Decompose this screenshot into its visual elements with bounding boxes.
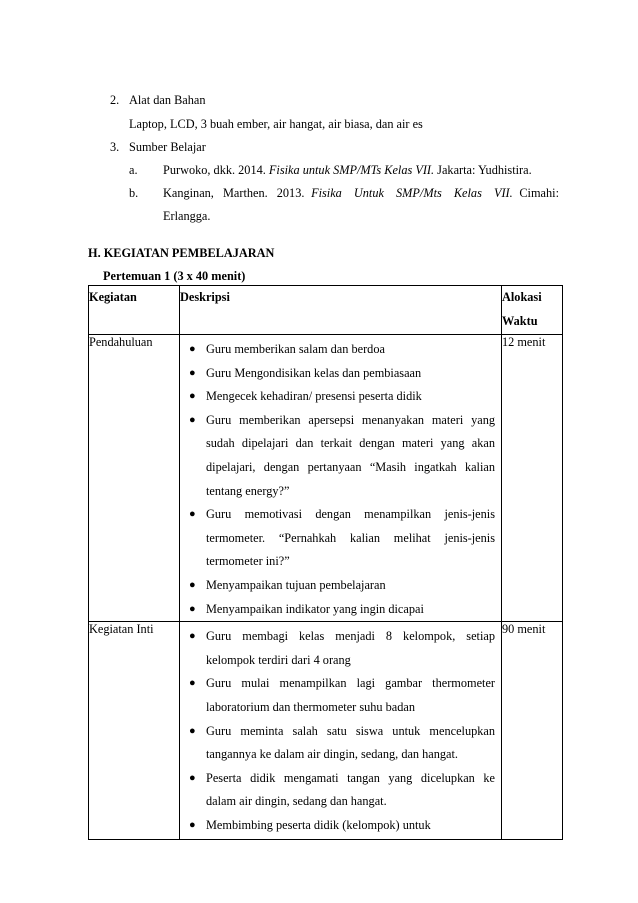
list-item: ● Menyampaikan indikator yang ingin dicapai: [188, 598, 495, 622]
ref-b-publisher-2: Erlangga.: [163, 209, 211, 223]
row-kegiatan-inti: Kegiatan Inti: [89, 622, 180, 840]
list-item: ● Guru Mengondisikan kelas dan pembiasaan: [188, 362, 495, 386]
list-item: ● Guru memberikan salam dan berdoa: [188, 338, 495, 362]
list-item: ● Guru mulai menampilkan lagi gambar thermometer laboratorium dan thermometer suhu badan: [188, 672, 495, 719]
bullet-dot-icon: ●: [189, 818, 196, 831]
ref-b: [163, 186, 559, 201]
item-number-3: 3.: [110, 140, 120, 154]
item-title-sumber: Sumber Belajar: [129, 140, 206, 154]
header-deskripsi: Deskripsi: [180, 286, 502, 335]
bullet-dot-icon: ●: [189, 366, 196, 379]
row-deskripsi-inti: [180, 622, 502, 840]
bullet-dot-icon: ●: [189, 677, 196, 690]
row-kegiatan-pendahuluan: Pendahuluan: [89, 335, 180, 622]
header-alokasi-line1: Alokasi: [502, 290, 542, 304]
ref-letter-a: a.: [129, 163, 138, 177]
ref-b-authors: Kanginan, Marthen. 2013.: [163, 186, 305, 200]
section-title: H. KEGIATAN PEMBELAJARAN: [88, 246, 275, 260]
bullet-dot-icon: ●: [189, 602, 196, 615]
item-number-2: 2.: [110, 93, 120, 107]
bullet-dot-icon: ●: [189, 578, 196, 591]
meeting-label: Pertemuan 1 (3 x 40 menit): [103, 269, 246, 283]
row-waktu-pendahuluan: 12 menit: [502, 335, 563, 622]
ref-a: [163, 163, 532, 178]
bullet-dot-icon: ●: [189, 390, 196, 403]
table-header-row: [89, 286, 563, 335]
table-row: [89, 622, 563, 840]
list-item: ● Membimbing peserta didik (kelompok) untuk: [188, 814, 495, 838]
bullet-dot-icon: ●: [189, 508, 196, 521]
list-item: ● Peserta didik mengamati tangan yang dicelupkan ke dalam air dingin, sedang dan hangat.: [188, 767, 495, 814]
ref-b-book: Fisika Untuk SMP/Mts Kelas VII.: [311, 186, 513, 200]
list-item: ● Mengecek kehadiran/ presensi peserta didik: [188, 385, 495, 409]
list-item: ● Guru meminta salah satu siswa untuk mencelupkan tangannya ke dalam air dingin, sedang, dan hangat.: [188, 720, 495, 767]
ref-a-authors: Purwoko, dkk. 2014.: [163, 163, 269, 177]
ref-b-publisher: Cimahi:: [519, 186, 559, 200]
description-list: [180, 622, 501, 837]
item-title-alat: Alat dan Bahan: [129, 93, 206, 107]
description-list: [180, 335, 501, 621]
ref-a-book: Fisika untuk SMP/MTs Kelas VII.: [268, 163, 435, 177]
row-waktu-inti: 90 menit: [502, 622, 563, 840]
header-alokasi: [502, 286, 563, 335]
list-item: ● Guru membagi kelas menjadi 8 kelompok, setiap kelompok terdiri dari 4 orang: [188, 625, 495, 672]
list-item: ● Guru memotivasi dengan menampilkan jenis-jenis termometer. “Pernahkah kalian melihat jenis-jenis termometer ini?”: [188, 503, 495, 574]
table-row: [89, 335, 563, 622]
bullet-dot-icon: ●: [189, 343, 196, 355]
row-deskripsi-pendahuluan: [180, 335, 502, 622]
bullet-dot-icon: ●: [189, 724, 196, 737]
ref-a-publisher: Jakarta: Yudhistira.: [434, 163, 532, 177]
ref-letter-b: b.: [129, 186, 139, 200]
list-item: ● Menyampaikan tujuan pembelajaran: [188, 574, 495, 598]
bullet-dot-icon: ●: [189, 630, 196, 643]
activity-table: [88, 285, 563, 840]
header-alokasi-line2: Waktu: [502, 313, 538, 328]
bullet-dot-icon: ●: [189, 771, 196, 784]
list-item: ● Guru memberikan apersepsi menanyakan materi yang sudah dipelajari dan terkait dengan materi yang akan dipelajari, dengan pertanyaan “Masih ingatkah kalian tentang energy?”: [188, 409, 495, 503]
bullet-dot-icon: ●: [189, 413, 196, 426]
item-text-alat: Laptop, LCD, 3 buah ember, air hangat, air biasa, dan air es: [129, 117, 423, 131]
header-kegiatan: Kegiatan: [89, 286, 180, 335]
